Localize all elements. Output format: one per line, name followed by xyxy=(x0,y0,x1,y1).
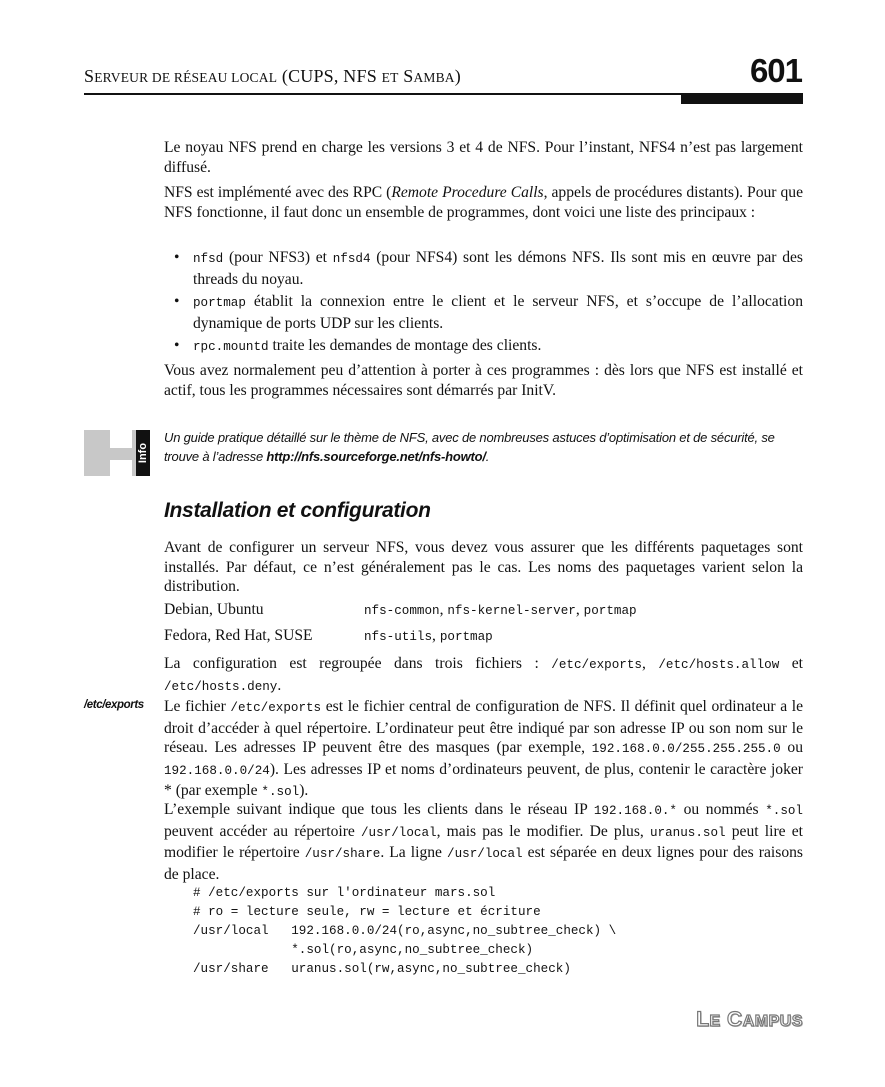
package-list: nfs-utils, portmap xyxy=(364,627,493,644)
paragraph-config-files: La configuration est regroupée dans trois fichiers : /etc/exports, /etc/hosts.allow et /etc/hosts.deny. xyxy=(164,655,804,694)
code-line: /usr/local 192.168.0.0/24(ro,async,no_subtree_check) \ xyxy=(193,924,617,938)
info-icon-label: Info xyxy=(136,442,149,464)
page-number: 601 xyxy=(749,52,802,89)
publisher-logo: LE CAMPUS xyxy=(696,1008,803,1031)
running-head: SERVEUR DE RÉSEAU LOCAL (CUPS, NFS ET SAMBA) xyxy=(84,66,461,86)
code-line: *.sol(ro,async,no_subtree_check) xyxy=(193,943,534,957)
bullet-glyph: • xyxy=(174,249,180,266)
bullet-portmap: portmap établit la connexion entre le client et le serveur NFS, et s’occupe de l’allocation dynamique de ports UDP sur les clients. xyxy=(193,293,803,332)
paragraph-example: L’exemple suivant indique que tous les clients dans le réseau IP 192.168.0.* ou nommés *.sol peuvent accéder au répertoire /usr/local, mais pas le modifier. De plus, uranus.sol peut lire et modifier le répertoire /usr/share. La ligne /usr/local est séparée en deux lignes pour des raisons de place. xyxy=(164,801,803,883)
code-line: /usr/share uranus.sol(rw,async,no_subtree_check) xyxy=(193,962,571,976)
paragraph-packages-intro: Avant de configurer un serveur NFS, vous devez vous assurer que les différents paquetages sont installés. Par défaut, ce n’est généralement pas le cas. Les noms des paquetages varient selon la distribution. xyxy=(164,539,803,595)
package-distro-label: Debian, Ubuntu xyxy=(164,601,264,618)
paragraph-nfs-rpc: NFS est implémenté avec des RPC (Remote Procedure Calls, appels de procédures distants). Pour que NFS fonctionne, il faut donc un ensemble de programmes, dont voici une liste des principaux : xyxy=(164,184,803,221)
bullet-nfsd: nfsd (pour NFS3) et nfsd4 (pour NFS4) sont les démons NFS. Ils sont mis en œuvre par des threads du noyau. xyxy=(193,249,803,288)
paragraph-nfs-versions: Le noyau NFS prend en charge les versions 3 et 4 de NFS. Pour l’instant, NFS4 n’est pas largement diffusé. xyxy=(164,139,803,176)
code-block xyxy=(193,884,616,979)
bullet-glyph: • xyxy=(174,293,180,310)
info-url[interactable]: http://nfs.sourceforge.net/nfs-howto/ xyxy=(266,449,486,464)
paragraph-initv: Vous avez normalement peu d’attention à porter à ces programmes : dès lors que NFS est installé et actif, tous les programmes nécessaires sont démarrés par InitV. xyxy=(164,362,803,399)
bullet-glyph: • xyxy=(174,337,180,354)
code-line: # /etc/exports sur l'ordinateur mars.sol xyxy=(193,886,496,900)
paragraph-etc-exports: Le fichier /etc/exports est le fichier central de configuration de NFS. Il définit quel ordinateur a le droit d’accéder à quel répertoire. L’ordinateur peut être indiqué par son adresse IP ou son nom sur le réseau. Les adresses IP peuvent être des masques (par exemple, 192.168.0.0/255.255.255.0 ou 192.168.0.0/24). Les adresses IP et noms d’ordinateurs peuvent, de plus, contenir le caractère joker * (par exemple *.sol). xyxy=(164,698,804,799)
info-note: Un guide pratique détaillé sur le thème de NFS, avec de nombreuses astuces d’optimisation et de sécurité, se trouve à l’adresse http://nfs.sourceforge.net/nfs-howto/. xyxy=(164,430,775,464)
package-distro-label: Fedora, Red Hat, SUSE xyxy=(164,627,313,644)
section-title: Installation et configuration xyxy=(164,499,431,522)
margin-note: /etc/exports xyxy=(84,699,144,711)
bullet-rpc-mountd: rpc.mountd traite les demandes de montage des clients. xyxy=(193,337,542,354)
code-line: # ro = lecture seule, rw = lecture et écriture xyxy=(193,905,541,919)
info-icon xyxy=(84,430,150,476)
header-bar xyxy=(681,93,803,104)
package-list: nfs-common, nfs-kernel-server, portmap xyxy=(364,601,637,618)
